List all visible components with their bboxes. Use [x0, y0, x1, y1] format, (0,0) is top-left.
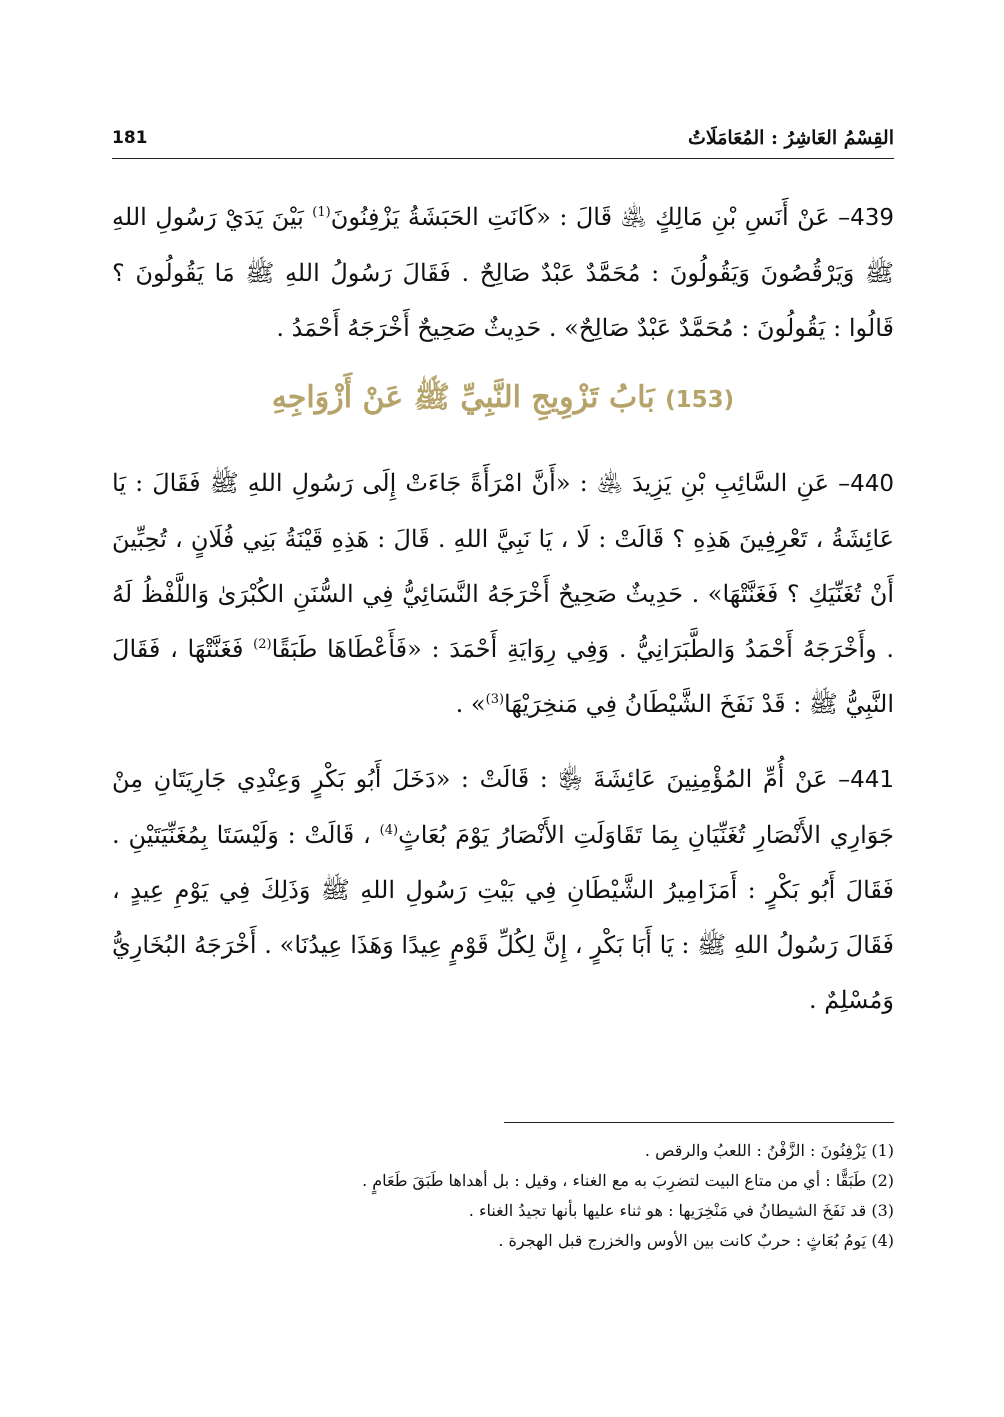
chapter-title: بَابُ تَزْوِيجِ النَّبِيِّ ﷺ عَنْ أَزْوَاجِهِ [271, 380, 666, 415]
hadith-number: 441 [850, 767, 894, 793]
footnote-item: (1) يَزْفِنُونَ : الزَّفْنُ : اللعبُ والرقص . [644, 1141, 894, 1160]
chapter-heading [112, 376, 894, 422]
footnote-ref: (3) [485, 692, 505, 707]
hadith-text: – عَنْ أُمِّ المُؤْمِنِينَ عَائِشَةَ ﵂ : قَالَتْ : «دَخَلَ أَبُو بَكْرٍ وَعِنْدِي جَارِيَتَانِ مِنْ جَوَارِي الأَنْصَارِ تُغَنِّيَانِ بِمَا تَقَاوَلَتِ الأَنْصَارُ يَوْمَ بُعَاثٍ [112, 765, 894, 849]
hadith-441 [112, 752, 894, 1028]
footnote-item: (2) طَبَقًّا : أي من متاع البيت لتضرِبَ به مع الغناء ، وقيل : بل أهداها طَبَقَ طَعَامٍ . [362, 1171, 894, 1190]
hadith-text: » . [455, 690, 486, 718]
footnote-divider [504, 1122, 894, 1123]
footnote-item: (3) قد نَفَخَ الشيطانُ في مَنْخِرَيها : هو ثناء عليها بأنها تجيدُ الغناء . [468, 1201, 894, 1220]
footnote-item: (4) يَومُ بُعَاثٍ : حربٌ كانت بين الأوس والخزرج قبل الهجرة . [498, 1231, 894, 1250]
hadith-439 [112, 190, 894, 356]
main-content [112, 190, 894, 1048]
footnote-ref: (2) [253, 637, 272, 652]
hadith-text: بَيْنَ يَدَيْ رَسُولِ اللهِ ﷺ وَيَرْقُصُونَ وَيَقُولُونَ : مُحَمَّدٌ عَبْدٌ صَالِحٌ . فَقَالَ رَسُولُ اللهِ ﷺ مَا يَقُولُونَ ؟ قَالُوا : يَقُولُونَ : مُحَمَّدٌ عَبْدٌ صَالِحٌ» . حَدِيثٌ صَحِيحٌ أَخْرَجَهُ أَحْمَدُ . [112, 203, 894, 342]
hadith-text: – عَنِ السَّائِبِ بْنِ يَزِيدَ ﵁ : «أَنَّ امْرَأَةً جَاءَتْ إِلَى رَسُولِ اللهِ ﷺ فَقَالَ : يَا عَائِشَةُ ، تَعْرِفِينَ هَذِهِ ؟ قَالَتْ : لَا ، يَا نَبِيَّ اللهِ . قَالَ : هَذِهِ قَيْنَةُ بَنِي فُلَانٍ ، تُحِبِّينَ أَنْ تُغَنِّيَكِ ؟ فَغَنَّتْهَا» . حَدِيثٌ صَحِيحٌ أَخْرَجَهُ النَّسَائِيُّ فِي السُّنَنِ الكُبْرَىٰ وَاللَّفْظُ لَهُ . وأَخْرَجَهُ أَحْمَدُ وَالطَّبَرَانِيُّ . وَفِي رِوَايَةِ أَحْمَدَ : «فَأَعْطَاهَا طَبَقًا [112, 469, 895, 663]
page-number: 181 [112, 128, 148, 148]
footnote-ref: (1) [312, 205, 331, 220]
section-title: القِسْمُ العَاشِرُ : المُعَامَلَاتُ [688, 127, 894, 149]
hadith-number: 440 [850, 471, 894, 497]
hadith-number: 439 [850, 205, 894, 231]
chapter-number: (153) [665, 387, 735, 413]
hadith-text: ، قَالَتْ : وَلَيْسَتَا بِمُغَنِّيَتَيْنِ . فَقَالَ أَبُو بَكْرٍ : أَمَزَامِيرُ الشَّيْطَانِ فِي بَيْتِ رَسُولِ اللهِ ﷺ وَذَلِكَ فِي يَوْمِ عِيدٍ ، فَقَالَ رَسُولُ اللهِ ﷺ : يَا أَبَا بَكْرٍ ، إِنَّ لِكُلِّ قَوْمٍ عِيدًا وَهَذَا عِيدُنَا» . أَخْرَجَهُ البُخَارِيُّ وَمُسْلِمٌ . [112, 821, 894, 1014]
page-header [112, 118, 894, 159]
footnotes [112, 1136, 894, 1256]
hadith-440 [112, 456, 894, 732]
hadith-text: فَغَنَّتْهَا ، فَقَالَ النَّبِيُّ ﷺ : قَدْ نَفَخَ الشَّيْطَانُ فِي مَنخِرَيْهَا [112, 635, 894, 718]
footnote-ref: (4) [379, 823, 399, 838]
hadith-text: – عَنْ أَنَسِ بْنِ مَالِكٍ ﵁ قَالَ : «كَانَتِ الحَبَشَةُ يَزْفِنُونَ [330, 203, 851, 231]
